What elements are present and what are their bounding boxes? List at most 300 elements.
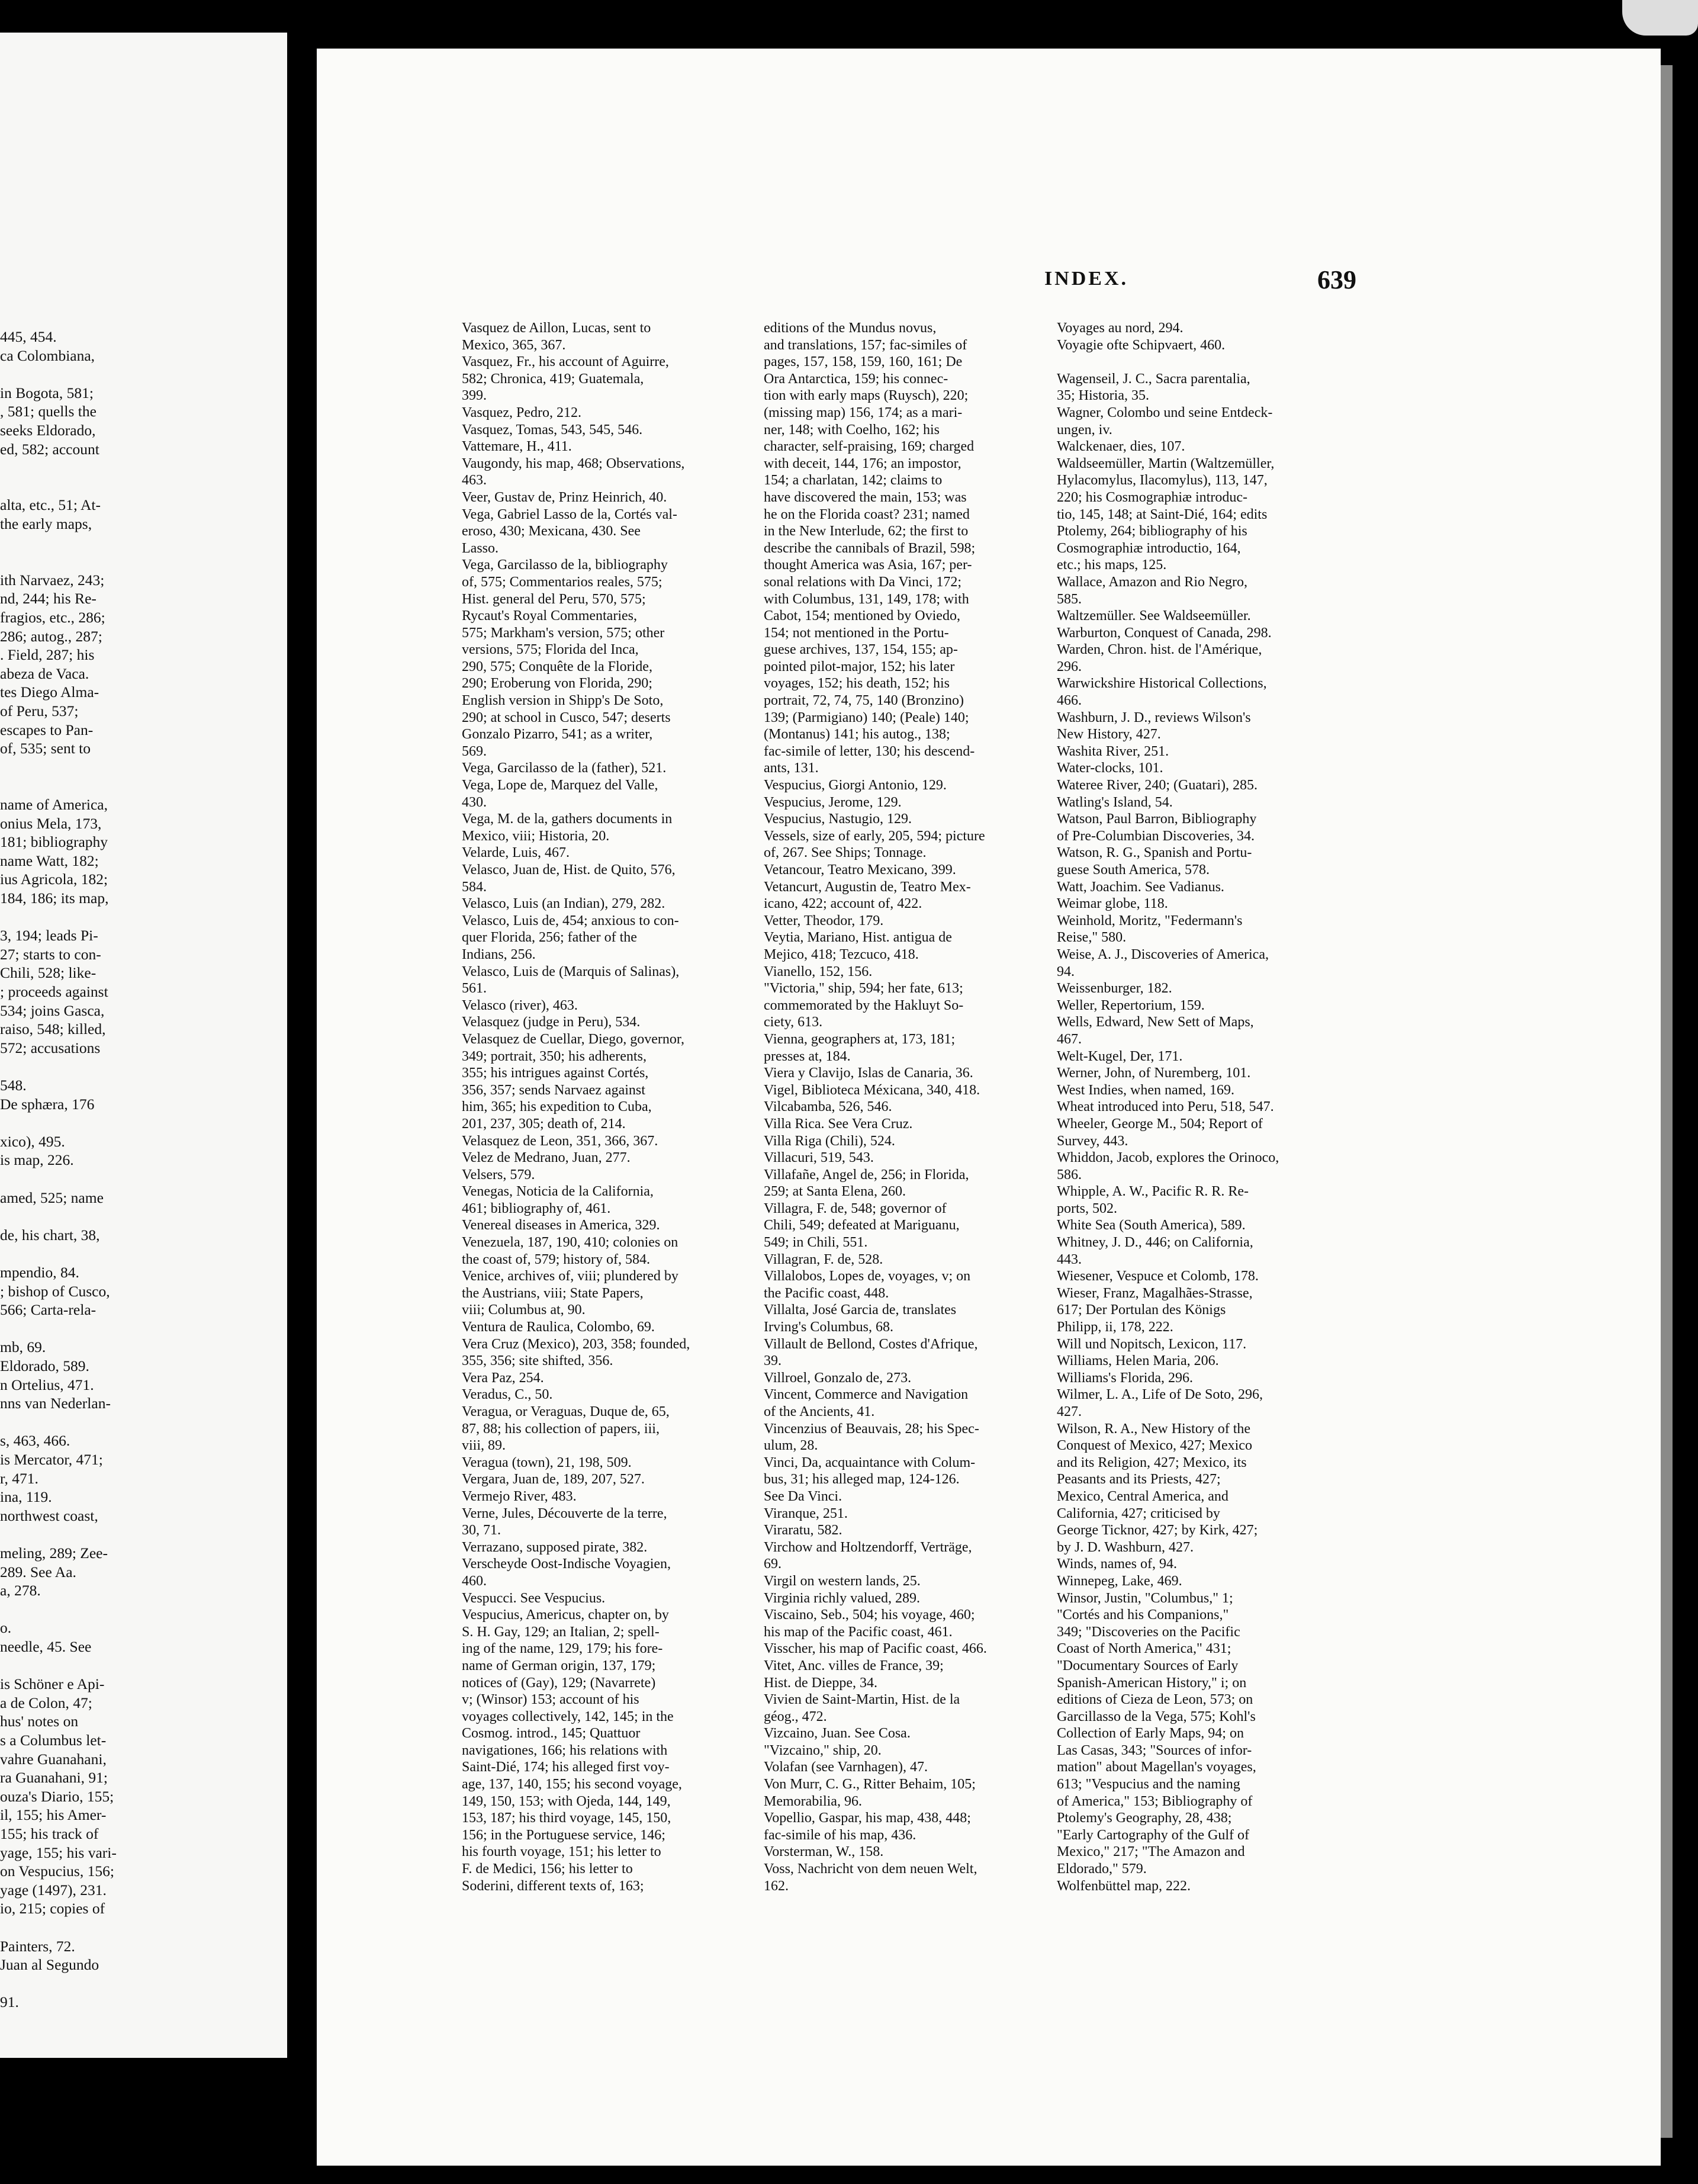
index-entry-line: Hist. general del Peru, 570, 575;	[462, 591, 646, 607]
index-entry-line: Garcillasso de la Vega, 575; Kohl's	[1057, 1708, 1256, 1724]
left-page-fragment: on Vespucius, 156;	[0, 1863, 114, 1880]
index-entry-line: Watling's Island, 54.	[1057, 794, 1173, 810]
index-entry-line: name of German origin, 137, 179;	[462, 1658, 656, 1674]
index-entry-line: Vaugondy, his map, 468; Observations,	[462, 455, 685, 471]
index-entry-line: guese South America, 578.	[1057, 862, 1210, 878]
index-entry-line: Velasco (river), 463.	[462, 997, 578, 1013]
index-entry-line: Gonzalo Pizarro, 541; as a writer,	[462, 727, 653, 743]
left-page-fragment: yage, 155; his vari-	[0, 1844, 117, 1861]
index-entry-line: Weinhold, Moritz, "Federmann's	[1057, 913, 1243, 929]
index-entry-line: mation" about Magellan's voyages,	[1057, 1759, 1256, 1775]
index-entry-line: 569.	[462, 743, 487, 759]
index-entry-line: Will und Nopitsch, Lexicon, 117.	[1057, 1336, 1247, 1352]
index-entry-line: Rycaut's Royal Commentaries,	[462, 608, 637, 624]
index-entry-line: 94.	[1057, 963, 1075, 979]
index-entry-line: editions of the Mundus novus,	[764, 320, 937, 336]
left-page-fragment: ed, 582; account	[0, 441, 99, 458]
index-entry-line: 549; in Chili, 551.	[764, 1235, 868, 1251]
index-entry-line: Wagenseil, J. C., Sacra parentalia,	[1057, 371, 1250, 387]
index-entry-line: 355, 356; site shifted, 356.	[462, 1353, 613, 1369]
index-entry-line	[1057, 354, 1353, 371]
index-entry-line: 463.	[462, 473, 487, 489]
left-page-fragment: o.	[0, 1620, 12, 1637]
index-entry-line: 584.	[462, 879, 487, 895]
index-entry-line: Wiesener, Vespuce et Colomb, 178.	[1057, 1268, 1259, 1284]
index-entry-line: v; (Winsor) 153; account of his	[462, 1692, 639, 1708]
index-entry-line: of the Ancients, 41.	[764, 1404, 875, 1419]
index-entry-line: tio, 145, 148; at Saint-Dié, 164; edits	[1057, 506, 1268, 522]
index-entry-line: fac-simile of letter, 130; his descend-	[764, 743, 975, 759]
left-page-fragment: Eldorado, 589.	[0, 1358, 89, 1374]
index-entry-line: Water-clocks, 101.	[1057, 760, 1163, 776]
index-entry-line: Veytia, Mariano, Hist. antigua de	[764, 930, 952, 946]
index-entry-line: of Pre-Columbian Discoveries, 34.	[1057, 828, 1255, 844]
index-entry-line: 149, 150, 153; with Ojeda, 144, 149,	[462, 1793, 671, 1809]
index-entry-line: guese archives, 137, 154, 155; ap-	[764, 642, 958, 658]
index-entry-line: of, 267. See Ships; Tonnage.	[764, 845, 927, 861]
left-page-fragment: in Bogota, 581;	[0, 384, 94, 402]
index-entry-line: Verrazano, supposed pirate, 382.	[462, 1539, 648, 1555]
left-page-fragment: 286; autog., 287;	[0, 628, 102, 645]
index-entry-line: pages, 157, 158, 159, 160, 161; De	[764, 354, 963, 370]
index-entry-line: eroso, 430; Mexicana, 430. See	[462, 523, 641, 539]
left-page-fragment: Chili, 528; like-	[0, 965, 97, 982]
left-page-fragment: ouza's Diario, 155;	[0, 1788, 114, 1805]
index-entry-line: West Indies, when named, 169.	[1057, 1082, 1234, 1098]
left-page-fragment: raiso, 548; killed,	[0, 1021, 106, 1038]
index-entry-line: Vetancour, Teatro Mexicano, 399.	[764, 862, 956, 878]
index-entry-line: of America," 153; Bibliography of	[1057, 1793, 1253, 1809]
index-entry-line: pointed pilot-major, 152; his later	[764, 659, 955, 675]
left-page-fragment: alta, etc., 51; At-	[0, 497, 101, 514]
index-entry-line: (Montanus) 141; his autog., 138;	[764, 727, 950, 743]
left-page-fragment: of, 535; sent to	[0, 740, 91, 757]
index-entry-line: Spanish-American History," i; on	[1057, 1675, 1247, 1691]
index-entry-line: New History, 427.	[1057, 727, 1161, 743]
index-entry-line: in the New Interlude, 62; the first to	[764, 523, 969, 539]
left-page-fragment: seeks Eldorado,	[0, 422, 96, 439]
left-page-fragment: ca Colombiana,	[0, 347, 95, 364]
index-entry-line: 399.	[462, 388, 487, 404]
left-page-fragment: 566; Carta-rela-	[0, 1302, 97, 1319]
index-entry-line: Villacuri, 519, 543.	[764, 1150, 874, 1166]
left-page-fragment: name of America,	[0, 796, 108, 813]
index-entry-line: ner, 148; with Coelho, 162; his	[764, 422, 940, 438]
index-entry-line: Velarde, Luis, 467.	[462, 845, 570, 861]
left-page-fragment: 184, 186; its map,	[0, 890, 109, 907]
index-entry-line: of, 575; Commentarios reales, 575;	[462, 574, 663, 590]
index-entry-line: Mexico," 217; "The Amazon and	[1057, 1844, 1245, 1860]
index-entry-line: Verscheyde Oost-Indische Voyagien,	[462, 1556, 671, 1572]
left-page-fragment: ius Agricola, 182;	[0, 871, 108, 888]
index-entry-line: thought America was Asia, 167; per-	[764, 557, 972, 573]
index-entry-line: Vopellio, Gaspar, his map, 438, 448;	[764, 1810, 971, 1826]
index-entry-line: ports, 502.	[1057, 1200, 1117, 1216]
left-page-fragment: de, his chart, 38,	[0, 1226, 100, 1244]
left-page-fragment: ; bishop of Cusco,	[0, 1283, 110, 1300]
index-entry-line: Mexico, viii; Historia, 20.	[462, 828, 610, 844]
index-entry-line: 220; his Cosmographiæ introduc-	[1057, 489, 1247, 505]
index-entry-line: "Early Cartography of the Gulf of	[1057, 1827, 1250, 1843]
index-entry-line: Weller, Repertorium, 159.	[1057, 997, 1205, 1013]
index-entry-line: Cabot, 154; mentioned by Oviedo,	[764, 608, 960, 624]
left-page-fragment: ; proceeds against	[0, 984, 108, 1000]
index-entry-line: voyages collectively, 142, 145; in the	[462, 1708, 674, 1724]
index-entry-line: Vattemare, H., 411.	[462, 439, 572, 455]
index-entry-line: Survey, 443.	[1057, 1133, 1128, 1149]
left-page-fragment: il, 155; his Amer-	[0, 1807, 107, 1824]
index-entry-line: viii, 89.	[462, 1438, 506, 1454]
index-entry-line: his map of the Pacific coast, 461.	[764, 1624, 953, 1640]
index-entry-line: ants, 131.	[764, 760, 819, 776]
index-entry-line: Wheat introduced into Peru, 518, 547.	[1057, 1099, 1274, 1115]
index-entry-line: Velasco, Juan de, Hist. de Quito, 576,	[462, 862, 676, 878]
index-entry-line: Velasco, Luis de (Marquis of Salinas),	[462, 963, 680, 979]
index-column-1	[462, 320, 764, 1894]
left-page-fragment: tes Diego Alma-	[0, 684, 99, 701]
index-entry-line: 467.	[1057, 1031, 1082, 1047]
index-entry-line: Vigel, Biblioteca Méxicana, 340, 418.	[764, 1082, 980, 1098]
index-entry-line: Vorsterman, W., 158.	[764, 1844, 884, 1860]
index-entry-line: Lasso.	[462, 540, 499, 556]
index-entry-line: by J. D. Washburn, 427.	[1057, 1539, 1194, 1555]
left-page-fragment: r, 471.	[0, 1470, 38, 1487]
index-entry-line: Hylacomylus, Ilacomylus), 113, 147,	[1057, 473, 1268, 489]
index-entry-line: 427.	[1057, 1404, 1082, 1419]
index-entry-line: 460.	[462, 1573, 487, 1589]
left-page-fragment: . Field, 287; his	[0, 647, 95, 664]
index-entry-line: English version in Shipp's De Soto,	[462, 693, 664, 709]
index-entry-line: 582; Chronica, 419; Guatemala,	[462, 371, 644, 387]
left-page-fragment: a, 278.	[0, 1582, 41, 1600]
left-page-fragment: mpendio, 84.	[0, 1264, 79, 1281]
index-entry-line: Wolfenbüttel map, 222.	[1057, 1878, 1191, 1894]
index-entry-line: Villalta, José Garcia de, translates	[764, 1302, 957, 1318]
index-entry-line: navigationes, 166; his relations with	[462, 1742, 668, 1758]
index-entry-line: etc.; his maps, 125.	[1057, 557, 1167, 573]
index-entry-line: Werner, John, of Nuremberg, 101.	[1057, 1065, 1251, 1081]
left-page-fragment: needle, 45. See	[0, 1639, 92, 1655]
index-entry-line: with deceit, 144, 176; an impostor,	[764, 455, 961, 471]
left-page-fragment: 572; accusations	[0, 1039, 101, 1056]
index-entry-line: viii; Columbus at, 90.	[462, 1302, 586, 1318]
index-entry-line: Vespucius, Jerome, 129.	[764, 794, 902, 810]
index-entry-line: tion with early maps (Ruysch), 220;	[764, 388, 969, 404]
left-page-fragment: 445, 454.	[0, 329, 57, 345]
index-entry-line: Peasants and its Priests, 427;	[1057, 1472, 1221, 1488]
index-entry-line: Velasco, Luis de, 454; anxious to con-	[462, 913, 679, 929]
index-entry-line: Waltzemüller. See Waldseemüller.	[1057, 608, 1251, 624]
index-entry-line: Villagran, F. de, 528.	[764, 1251, 883, 1267]
index-entry-line: Soderini, different texts of, 163;	[462, 1878, 644, 1894]
index-entry-line: Volafan (see Varnhagen), 47.	[764, 1759, 928, 1775]
index-entry-line: Villroel, Gonzalo de, 273.	[764, 1370, 912, 1386]
index-entry-line: 561.	[462, 981, 487, 997]
index-entry-line: presses at, 184.	[764, 1048, 851, 1064]
index-entry-line: Whipple, A. W., Pacific R. R. Re-	[1057, 1184, 1249, 1200]
index-entry-line: Voss, Nachricht von dem neuen Welt,	[764, 1861, 977, 1877]
left-page-fragment: 91.	[0, 1994, 19, 2011]
index-entry-line: 430.	[462, 794, 487, 810]
left-page-fragment: 27; starts to con-	[0, 946, 101, 963]
index-entry-line: Venice, archives of, viii; plundered by	[462, 1268, 678, 1284]
index-entry-line: Mejico, 418; Tezcuco, 418.	[764, 946, 919, 962]
left-page-fragment: Painters, 72.	[0, 1938, 75, 1955]
index-entry-line: Vasquez, Tomas, 543, 545, 546.	[462, 422, 643, 438]
index-entry-line: 139; (Parmigiano) 140; (Peale) 140;	[764, 709, 969, 725]
index-entry-line: Vizcaino, Juan. See Cosa.	[764, 1726, 911, 1742]
index-entry-line: Villault de Bellond, Costes d'Afrique,	[764, 1336, 978, 1352]
index-entry-line: géog., 472.	[764, 1708, 827, 1724]
index-entry-line: 586.	[1057, 1167, 1082, 1183]
page-number: 639	[1317, 265, 1356, 294]
index-entry-line: Cosmographiæ introductio, 164,	[1057, 540, 1241, 556]
index-entry-line: Villa Riga (Chili), 524.	[764, 1133, 895, 1149]
index-entry-line: Velez de Medrano, Juan, 277.	[462, 1150, 631, 1166]
index-entry-line: Vincenzius of Beauvais, 28; his Spec-	[764, 1421, 979, 1437]
index-entry-line: Voyagie ofte Schipvaert, 460.	[1057, 337, 1226, 353]
left-page-fragment: mb, 69.	[0, 1339, 46, 1356]
left-page-fragment: 3, 194; leads Pi-	[0, 927, 98, 945]
index-entry-line: Vetter, Theodor, 179.	[764, 913, 884, 929]
left-page-fragment: a de Colon, 47;	[0, 1694, 92, 1711]
index-entry-line: Velasquez de Leon, 351, 366, 367.	[462, 1133, 658, 1149]
index-entry-line: Viera y Clavijo, Islas de Canaria, 36.	[764, 1065, 973, 1081]
left-page-fragment: ina, 119.	[0, 1489, 52, 1506]
index-entry-line: Vinci, Da, acquaintance with Colum-	[764, 1454, 976, 1470]
index-entry-line: he on the Florida coast? 231; named	[764, 506, 970, 522]
index-entry-line: (missing map) 156, 174; as a mari-	[764, 404, 963, 420]
index-entry-line: Veragua, or Veraguas, Duque de, 65,	[462, 1404, 670, 1419]
index-entry-line: 585.	[1057, 591, 1082, 607]
index-entry-line: him, 365; his expedition to Cuba,	[462, 1099, 652, 1115]
left-page-fragment: 289. See Aa.	[0, 1563, 76, 1581]
index-entry-line: ciety, 613.	[764, 1014, 823, 1030]
index-entry-line: character, self-praising, 169; charged	[764, 439, 975, 455]
left-page-fragment: 155; his track of	[0, 1826, 99, 1842]
index-entry-line: Hist. de Dieppe, 34.	[764, 1675, 877, 1691]
left-page-fragment: northwest coast,	[0, 1507, 98, 1524]
left-page-fragment: io, 215; copies of	[0, 1900, 105, 1918]
index-entry-line: Villagra, F. de, 548; governor of	[764, 1200, 947, 1216]
index-entry-line: Memorabilia, 96.	[764, 1793, 862, 1809]
index-entry-line: "Cortés and his Companions,"	[1057, 1607, 1229, 1623]
index-entry-line: 349; portrait, 350; his adherents,	[462, 1048, 647, 1064]
left-page-fragment: 548.	[0, 1077, 27, 1094]
index-entry-line: Wateree River, 240; (Guatari), 285.	[1057, 778, 1258, 794]
index-entry-line: Vespucius, Americus, chapter on, by	[462, 1607, 669, 1623]
index-entry-line: Washita River, 251.	[1057, 743, 1169, 759]
index-entry-line: 154; a charlatan, 142; claims to	[764, 473, 943, 489]
left-page-fragment: xico), 495.	[0, 1133, 65, 1150]
index-entry-line: Viraratu, 582.	[764, 1523, 842, 1539]
left-page-fragment: , 581; quells the	[0, 403, 97, 420]
index-entry-line: Villalobos, Lopes de, voyages, v; on	[764, 1268, 971, 1284]
index-entry-line: Wheeler, George M., 504; Report of	[1057, 1116, 1263, 1132]
index-entry-line: the Austrians, viii; State Papers,	[462, 1285, 644, 1301]
left-page-fragment: escapes to Pan-	[0, 721, 94, 738]
index-entry-line: 69.	[764, 1556, 782, 1572]
index-entry-line: Vega, Garcilasso de la, bibliography	[462, 557, 668, 573]
index-entry-line: 156; in the Portuguese service, 146;	[462, 1827, 665, 1843]
index-entry-line: Weise, A. J., Discoveries of America,	[1057, 946, 1269, 962]
index-entry-line: California, 427; criticised by	[1057, 1505, 1220, 1521]
index-entry-line: Vera Paz, 254.	[462, 1370, 544, 1386]
index-entry-line: Villafañe, Angel de, 256; in Florida,	[764, 1167, 969, 1183]
index-entry-line: 35; Historia, 35.	[1057, 388, 1149, 404]
left-page-fragment: yage (1497), 231.	[0, 1881, 107, 1899]
index-entry-line: Wells, Edward, New Sett of Maps,	[1057, 1014, 1254, 1030]
index-entry-line: Coast of North America," 431;	[1057, 1641, 1231, 1657]
index-entry-line: Washburn, J. D., reviews Wilson's	[1057, 709, 1251, 725]
index-entry-line: Vega, Lope de, Marquez del Valle,	[462, 778, 658, 794]
index-entry-line: Vespucius, Nastugio, 129.	[764, 811, 912, 827]
index-entry-line: 617; Der Portulan des Königs	[1057, 1302, 1226, 1318]
index-entry-line: Philipp, ii, 178, 222.	[1057, 1319, 1173, 1335]
index-entry-line: Winnepeg, Lake, 469.	[1057, 1573, 1182, 1589]
index-entry-line: Vessels, size of early, 205, 594; picture	[764, 828, 985, 844]
index-entry-line: Visscher, his map of Pacific coast, 466.	[764, 1641, 987, 1657]
index-entry-line: Vitet, Anc. villes de France, 39;	[764, 1658, 944, 1674]
index-entry-line: Ptolemy's Geography, 28, 438;	[1057, 1810, 1232, 1826]
left-page-fragment: 534; joins Gasca,	[0, 1002, 105, 1019]
index-entry-line: Collection of Early Maps, 94; on	[1057, 1726, 1244, 1742]
left-page-fragment: is Mercator, 471;	[0, 1451, 103, 1468]
index-entry-line: and translations, 157; fac-similes of	[764, 337, 967, 353]
index-entry-line: 290, 575; Conquête de la Floride,	[462, 659, 652, 675]
index-entry-line: Vega, M. de la, gathers documents in	[462, 811, 673, 827]
index-entry-line: notices of (Gay), 129; (Navarrete)	[462, 1675, 656, 1691]
index-entry-line: Conquest of Mexico, 427; Mexico	[1057, 1438, 1252, 1454]
left-page-fragment: the early maps,	[0, 516, 92, 532]
index-entry-line: icano, 422; account of, 422.	[764, 896, 922, 912]
index-entry-line: Wallace, Amazon and Rio Negro,	[1057, 574, 1247, 590]
index-entry-line: the coast of, 579; history of, 584.	[462, 1251, 650, 1267]
index-entry-line: Walckenaer, dies, 107.	[1057, 439, 1185, 455]
index-entry-line: Vespucius, Giorgi Antonio, 129.	[764, 778, 947, 794]
index-entry-line: Vasquez, Pedro, 212.	[462, 404, 581, 420]
index-entry-line: quer Florida, 256; father of the	[462, 930, 637, 946]
index-entry-line: versions, 575; Florida del Inca,	[462, 642, 639, 658]
index-entry-line: with Columbus, 131, 149, 178; with	[764, 591, 969, 607]
index-entry-line: Mexico, Central America, and	[1057, 1488, 1229, 1504]
index-entry-line: 87, 88; his collection of papers, iii,	[462, 1421, 660, 1437]
index-entry-line: Watson, Paul Barron, Bibliography	[1057, 811, 1257, 827]
index-entry-line: his fourth voyage, 151; his letter to	[462, 1844, 661, 1860]
index-entry-line: Vasquez, Fr., his account of Aguirre,	[462, 354, 669, 370]
index-entry-line: S. H. Gay, 129; an Italian, 2; spell-	[462, 1624, 660, 1640]
index-entry-line: Virchow and Holtzendorff, Verträge,	[764, 1539, 972, 1555]
index-entry-line: ungen, iv.	[1057, 422, 1112, 438]
index-entry-line: 290; at school in Cusco, 547; deserts	[462, 709, 671, 725]
index-entry-line: 30, 71.	[462, 1523, 501, 1539]
index-entry-line: Ora Antarctica, 159; his connec-	[764, 371, 948, 387]
index-entry-line: editions of Cieza de Leon, 573; on	[1057, 1692, 1253, 1708]
index-entry-line: Virginia richly valued, 289.	[764, 1590, 921, 1606]
index-entry-line: "Vizcaino," ship, 20.	[764, 1742, 882, 1758]
index-entry-line: Veragua (town), 21, 198, 509.	[462, 1454, 632, 1470]
left-page-fragment: Juan al Segundo	[0, 1957, 99, 1974]
index-entry-line: ing of the name, 129, 179; his fore-	[462, 1641, 663, 1657]
index-entry-line: Welt-Kugel, Der, 171.	[1057, 1048, 1183, 1064]
left-page-fragment: amed, 525; name	[0, 1189, 104, 1206]
index-entry-line: Weimar globe, 118.	[1057, 896, 1168, 912]
index-entry-line: 356, 357; sends Narvaez against	[462, 1082, 645, 1098]
index-entry-line: 443.	[1057, 1251, 1082, 1267]
left-page-fragment: onius Mela, 173,	[0, 815, 102, 832]
index-entry-line: Indians, 256.	[462, 946, 536, 962]
left-page-fragment: n Ortelius, 471.	[0, 1376, 94, 1393]
index-entry-line: age, 137, 140, 155; his second voyage,	[462, 1777, 682, 1793]
left-page-fragment: is Schöner e Api-	[0, 1676, 105, 1693]
index-entry-line: Winds, names of, 94.	[1057, 1556, 1178, 1572]
index-entry-line: Velsers, 579.	[462, 1167, 535, 1183]
left-facing-page	[0, 33, 287, 2058]
index-entry-line: Vera Cruz (Mexico), 203, 358; founded,	[462, 1336, 690, 1352]
index-entry-line: Verne, Jules, Découverte de la terre,	[462, 1505, 667, 1521]
index-entry-line: Veradus, C., 50.	[462, 1387, 553, 1403]
index-entry-line: describe the cannibals of Brazil, 598;	[764, 540, 976, 556]
index-entry-line: Vivien de Saint-Martin, Hist. de la	[764, 1692, 960, 1708]
index-page	[317, 49, 1661, 2166]
index-entry-line: Viranque, 251.	[764, 1505, 848, 1521]
index-entry-line: Watson, R. G., Spanish and Portu-	[1057, 845, 1252, 861]
left-page-fragment: name Watt, 182;	[0, 852, 99, 869]
index-entry-line: the Pacific coast, 448.	[764, 1285, 889, 1301]
index-entry-line: Virgil on western lands, 25.	[764, 1573, 921, 1589]
index-entry-line: Wilmer, L. A., Life of De Soto, 296,	[1057, 1387, 1263, 1403]
index-entry-line: 153, 187; his third voyage, 145, 150,	[462, 1810, 671, 1826]
index-entry-line: Wieser, Franz, Magalhães-Strasse,	[1057, 1285, 1253, 1301]
index-entry-line: 613; "Vespucius and the naming	[1057, 1777, 1240, 1793]
index-entry-line: Eldorado," 579.	[1057, 1861, 1147, 1877]
index-entry-line: ulum, 28.	[764, 1438, 818, 1454]
index-entry-line: 466.	[1057, 693, 1082, 709]
index-entry-line: George Ticknor, 427; by Kirk, 427;	[1057, 1523, 1258, 1539]
index-entry-line: 154; not mentioned in the Portu-	[764, 625, 949, 641]
index-entry-line: 201, 237, 305; death of, 214.	[462, 1116, 626, 1132]
index-entry-line: Velasco, Luis (an Indian), 279, 282.	[462, 896, 665, 912]
left-page-fragment: hus' notes on	[0, 1713, 79, 1730]
index-entry-line: Reise," 580.	[1057, 930, 1127, 946]
index-entry-line: Vetancurt, Augustin de, Teatro Mex-	[764, 879, 971, 895]
left-page-fragment: ra Guanahani, 91;	[0, 1769, 108, 1787]
left-page-fragment: abeza de Vaca.	[0, 665, 89, 682]
index-entry-line: Williams's Florida, 296.	[1057, 1370, 1194, 1386]
index-entry-line: Chili, 549; defeated at Mariguanu,	[764, 1218, 960, 1234]
index-entry-line: Mexico, 365, 367.	[462, 337, 566, 353]
index-entry-line: 575; Markham's version, 575; other	[462, 625, 665, 641]
index-column-3	[1057, 320, 1353, 1894]
left-page-fragment: is map, 226.	[0, 1152, 74, 1169]
left-page-fragment: vahre Guanahani,	[0, 1751, 107, 1768]
index-entry-line: "Victoria," ship, 594; her fate, 613;	[764, 981, 963, 997]
index-entry-line: Veer, Gustav de, Prinz Heinrich, 40.	[462, 489, 667, 505]
index-entry-line: Saint-Dié, 174; his alleged first voy-	[462, 1759, 670, 1775]
left-page-fragment: nd, 244; his Re-	[0, 590, 97, 608]
index-entry-line: Vincent, Commerce and Navigation	[764, 1387, 969, 1403]
index-entry-line: 259; at Santa Elena, 260.	[764, 1184, 906, 1200]
index-column-2	[764, 320, 1066, 1894]
index-entry-line: White Sea (South America), 589.	[1057, 1218, 1246, 1234]
left-page-fragment: s, 463, 466.	[0, 1433, 70, 1450]
index-entry-line: Vespucci. See Vespucius.	[462, 1590, 606, 1606]
index-entry-line: Cosmog. introd., 145; Quattuor	[462, 1726, 641, 1742]
index-entry-line: Vianello, 152, 156.	[764, 963, 873, 979]
index-entry-line: F. de Medici, 156; his letter to	[462, 1861, 633, 1877]
index-entry-line: Waldseemüller, Martin (Waltzemüller,	[1057, 455, 1275, 471]
index-entry-line: bus, 31; his alleged map, 124-126.	[764, 1472, 960, 1488]
